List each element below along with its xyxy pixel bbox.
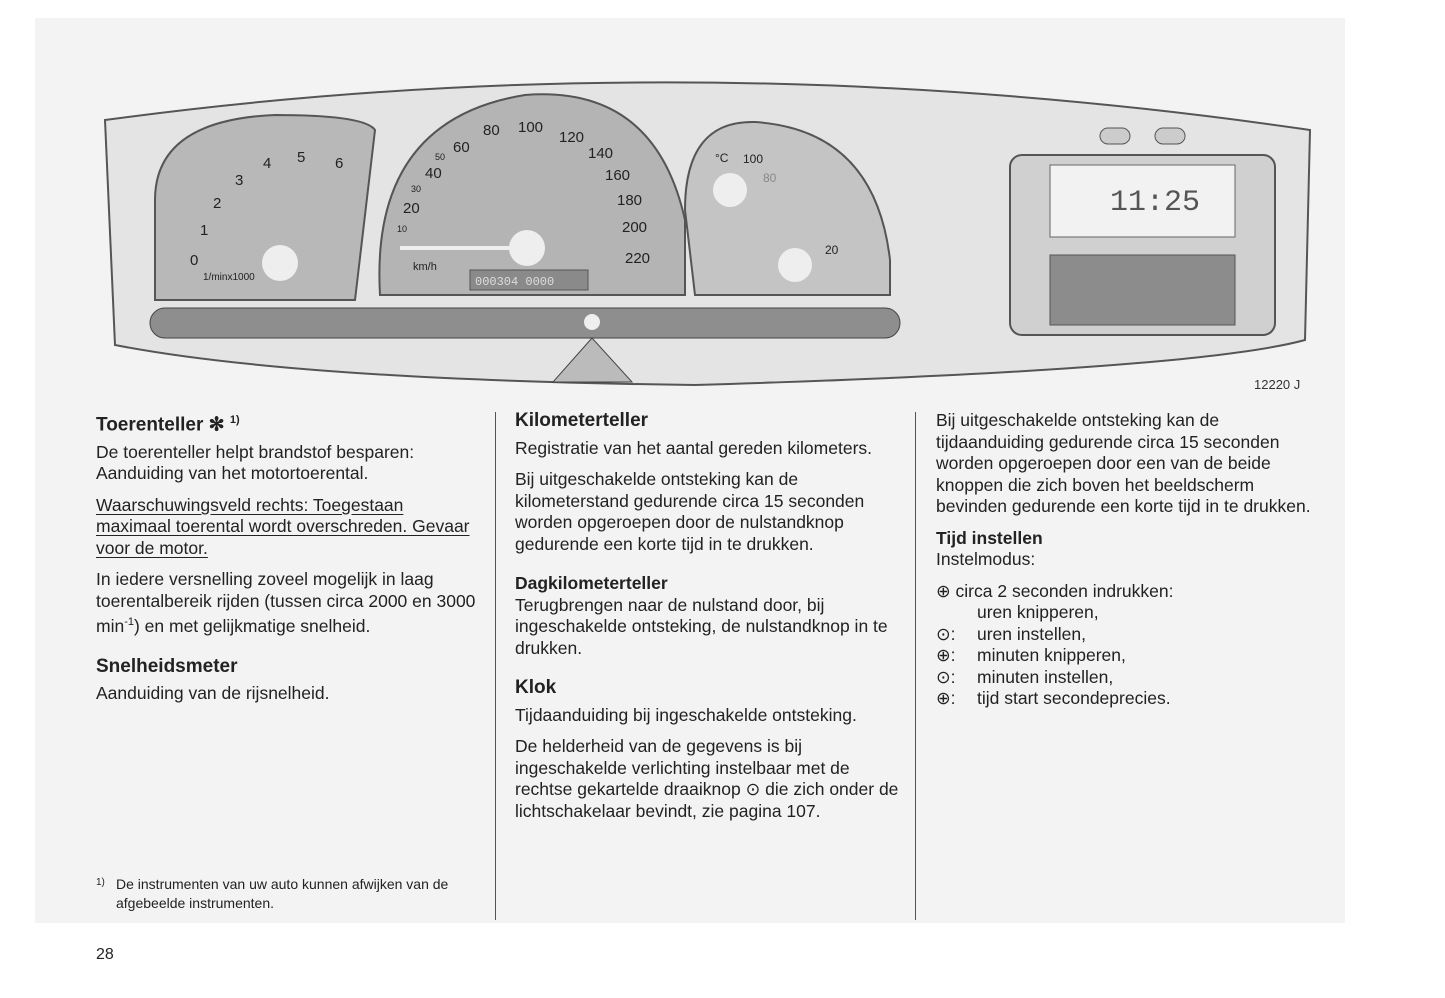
heading-toerenteller: Toerenteller ✻ $^{1)}$: [96, 414, 240, 436]
speed-label-20: 20: [403, 200, 420, 217]
set-steps: [936, 581, 1326, 710]
step-key-icon: ⊕:: [936, 645, 956, 665]
speedo-text: Aanduiding van de rijsnelheid.: [96, 683, 330, 704]
set-step: ⊕: tijd start secondeprecies.: [936, 688, 1171, 708]
speed-label-40: 40: [425, 165, 442, 182]
tach-warning: Waarschuwingsveld rechts: Toegestaan maximaal toerental wordt overschreden. Gevaar voor de motor.: [96, 494, 470, 558]
warning-light-strip: [150, 308, 900, 338]
tach-advice: In iedere versnelling zoveel mogelijk in laag toerentalbereik rijden (tussen circa 2000 en 3000 $\min^{-1}$) en met gelijkmatige snelheid.: [96, 569, 476, 637]
tach-label-4: 4: [263, 155, 272, 172]
temp-100: 100: [743, 152, 764, 166]
speed-unit: km/h: [413, 261, 437, 273]
set-mode-label: Instelmodus:: [936, 549, 1036, 569]
heading-snelheidsmeter: Snelheidsmeter: [96, 655, 238, 677]
footnote-text: De instrumenten van uw auto kunnen afwijken van de afgebeelde instrumenten.: [116, 876, 449, 911]
clock-time: 11:25: [1110, 186, 1201, 220]
step-key-icon: ⊕: [936, 580, 951, 601]
footnote-mark: 1): [96, 877, 105, 888]
heading-tijd-instellen: Tijd instellen: [936, 527, 1043, 548]
footnote-ref: 1): [229, 414, 240, 426]
fuel-20: 20: [825, 243, 839, 257]
speed-label-60: 60: [453, 139, 470, 156]
tach-label-2: 2: [213, 195, 222, 212]
tach-unit: 1/minx1000: [203, 272, 255, 283]
clock-recall: Bij uitgeschakelde ontsteking kan de tijdaanduiding gedurende circa 15 seconden worden opgeroepen door een van de beide knoppen die zich boven het beeldscherm bevinden gedurende een korte tijd in te drukken.: [936, 410, 1311, 516]
figure-code: 12220 J: [1254, 377, 1301, 392]
instrument-cluster-illustration: [95, 60, 1320, 390]
clock-button-left[interactable]: [1100, 128, 1130, 144]
set-step: ⊕: minuten knipperen,: [936, 645, 1126, 665]
speed-label-200: 200: [622, 219, 648, 236]
tach-intro: De toerenteller helpt brandstof besparen: Aanduiding van het motortoerental.: [96, 441, 415, 484]
speed-label-140: 140: [588, 145, 614, 162]
speed-label-160: 160: [605, 167, 631, 184]
tach-label-0: 0: [190, 252, 199, 269]
tach-label-6: 6: [335, 155, 344, 172]
speed-label-80: 80: [483, 122, 500, 139]
footnote: [96, 875, 476, 913]
clock-intro: Tijdaanduiding bij ingeschakelde ontsteking.: [515, 704, 857, 725]
speed-label-10: 10: [397, 224, 408, 234]
set-step: ⊙: uren instellen,: [936, 623, 1086, 644]
step-key-icon: ⊙:: [936, 666, 956, 687]
clock-button-right[interactable]: [1155, 128, 1185, 144]
step-key-icon: ⊕:: [936, 688, 956, 708]
heading-dagkilometerteller: Dagkilometerteller: [515, 573, 668, 593]
column-1: [96, 410, 481, 715]
trip-text: Terugbrengen naar de nulstand door, bij ingeschakelde ontsteking, de nulstandknop in te drukken.: [515, 594, 888, 658]
temp-unit: °C: [715, 151, 729, 165]
page-number: 28: [96, 946, 114, 963]
speed-label-220: 220: [625, 250, 651, 267]
odo-intro: Registratie van het aantal gereden kilometers.: [515, 437, 873, 458]
tach-label-5: 5: [297, 149, 306, 166]
step-key-icon: ⊙:: [936, 623, 956, 644]
column-3: [936, 410, 1326, 710]
info-display: [1050, 255, 1235, 325]
speed-label-180: 180: [617, 192, 643, 209]
tach-label-3: 3: [235, 172, 244, 189]
odometer-value: 000304 0000: [475, 275, 555, 289]
set-step: uren knipperen,: [977, 602, 1099, 622]
speed-label-50: 50: [435, 152, 446, 162]
speed-label-30: 30: [411, 184, 422, 194]
temp-80: 80: [763, 171, 777, 185]
heading-kilometerteller: Kilometerteller: [515, 410, 649, 431]
tach-label-1: 1: [200, 222, 209, 239]
column-divider-2: [915, 412, 916, 920]
column-divider-1: [495, 412, 496, 920]
odo-recall: Bij uitgeschakelde ontsteking kan de kilometerstand gedurende circa 15 seconden worden opgeroepen door de nulstandknop gedurende een korte tijd in te drukken.: [515, 469, 865, 554]
clock-brightness: De helderheid van de gegevens is bij ingeschakelde verlichting instelbaar met de rechtse gekartelde draaiknop ⊙ die zich onder de lichtschakelaar bevindt, zie pagina 107.: [515, 736, 899, 821]
speed-label-120: 120: [559, 129, 585, 146]
set-step: ⊕ circa 2 seconden indrukken:: [936, 580, 1174, 601]
column-2: [515, 410, 900, 832]
speed-label-100: 100: [518, 119, 544, 136]
set-step: ⊙: minuten instellen,: [936, 666, 1114, 687]
heading-klok: Klok: [515, 677, 557, 698]
snowflake-mark: ✻: [208, 414, 225, 436]
knob-icon: ⊙: [745, 779, 761, 799]
